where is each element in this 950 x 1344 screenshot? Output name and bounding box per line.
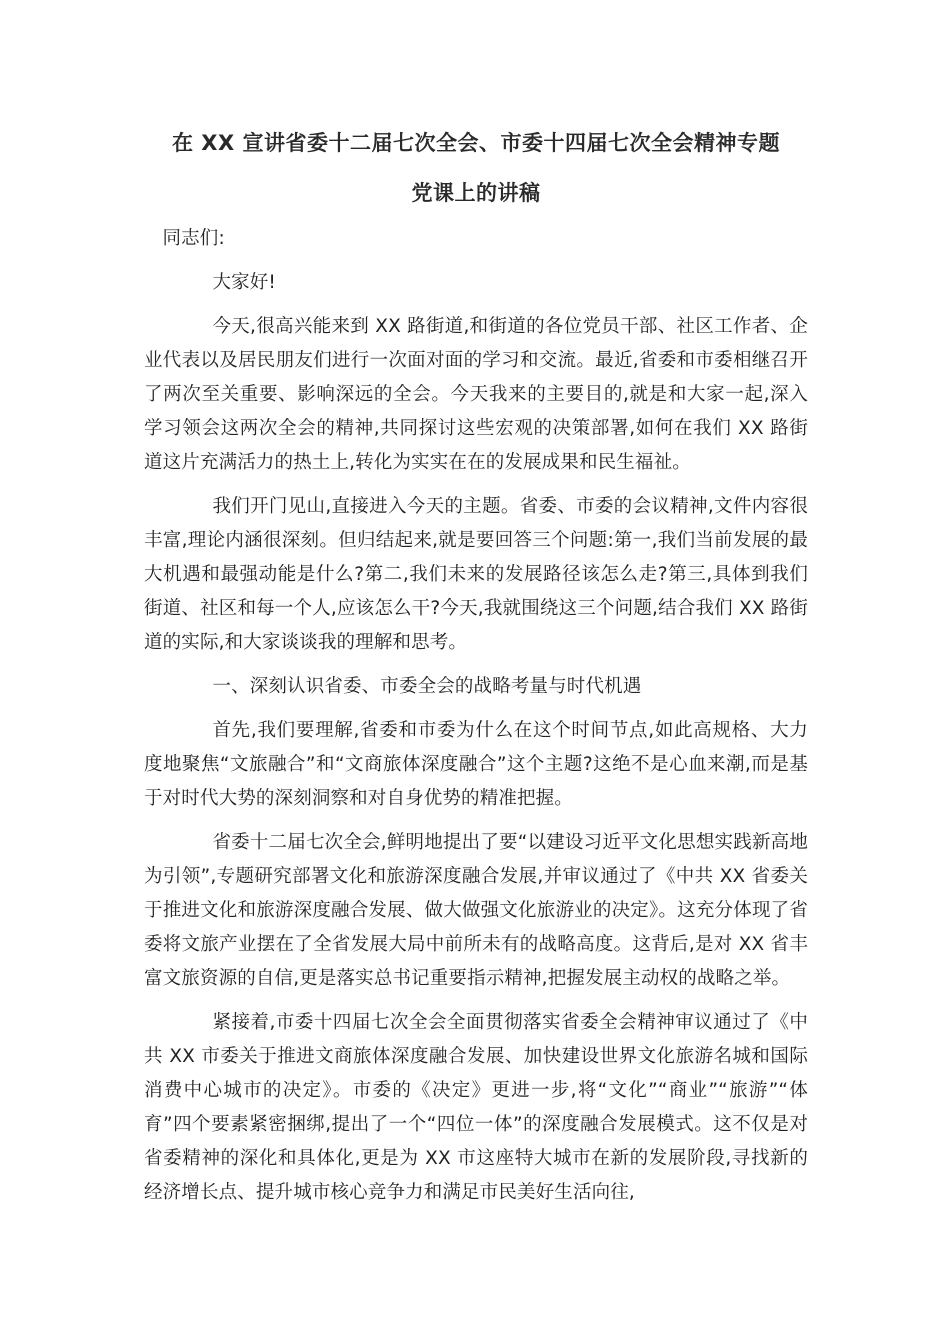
paragraph-intro: 今天,很高兴能来到 XX 路街道,和街道的各位党员干部、社区工作者、企业代表以及居民朋友们进行一次面对面的学习和交流。最近,省委和市委相继召开了两次至关重要、影响深远的全会。今天我来的主要目的,就是和大家一起,深入学习领会这两次全会的精神,共同探讨这些宏观的决策部署,如何在我们 XX 路街道这片充满活力的热土上,转化为实实在在的发展成果和民生福祉。 bbox=[144, 316, 808, 473]
title-line-1: 在 XX 宣讲省委十二届七次全会、市委十四届七次全会精神专题 bbox=[171, 131, 780, 155]
paragraph-questions: 我们开门见山,直接进入今天的主题。省委、市委的会议精神,文件内容很丰富,理论内涵很深刻。但归结起来,就是要回答三个问题:第一,我们当前发展的最大机遇和最强动能是什么?第二,我们未来的发展路径该怎么走?第三,具体到我们街道、社区和每一个人,应该怎么干?今天,我就围绕这三个问题,结合我们 XX 路街道的实际,和大家谈谈我的理解和思考。 bbox=[144, 496, 808, 653]
document-title bbox=[144, 118, 808, 218]
document-page bbox=[144, 118, 808, 1220]
paragraph-why: 首先,我们要理解,省委和市委为什么在这个时间节点,如此高规格、大力度地聚焦“文旅融合”和“文商旅体深度融合”这个主题?这绝不是心血来潮,而是基于对时代大势的深刻洞察和对自身优势的精准把握。 bbox=[144, 720, 808, 809]
title-line-2: 党课上的讲稿 bbox=[411, 181, 541, 205]
section-heading-1: 一、深刻认识省委、市委全会的战略考量与时代机遇 bbox=[212, 676, 642, 697]
greeting: 大家好! bbox=[212, 272, 276, 293]
paragraph-municipal: 紧接着,市委十四届七次全会全面贯彻落实省委全会精神审议通过了《中共 XX 市委关于推进文商旅体深度融合发展、加快建设世界文化旅游名城和国际消费中心城市的决定》。市委的《决定》更进一步,将“文化”“商业”“旅游”“体育”四个要素紧密捆绑,提出了一个“四位一体”的深度融合发展模式。这不仅是对省委精神的深化和具体化,更是为 XX 市这座特大城市在新的发展阶段,寻找新的经济增长点、提升城市核心竞争力和满足市民美好生活向往, bbox=[144, 1012, 808, 1203]
salutation: 同志们: bbox=[162, 228, 225, 249]
paragraph-provincial: 省委十二届七次全会,鲜明地提出了要“以建设习近平文化思想实践新高地为引领”,专题研究部署文化和旅游深度融合发展,并审议通过了《中共 XX 省委关于推进文化和旅游深度融合发展、做大做强文化旅游业的决定》。这充分体现了省委将文旅产业摆在了全省发展大局中前所未有的战略高度。这背后,是对 XX 省丰富文旅资源的自信,更是落实总书记重要指示精神,把握发展主动权的战略之举。 bbox=[144, 832, 808, 989]
